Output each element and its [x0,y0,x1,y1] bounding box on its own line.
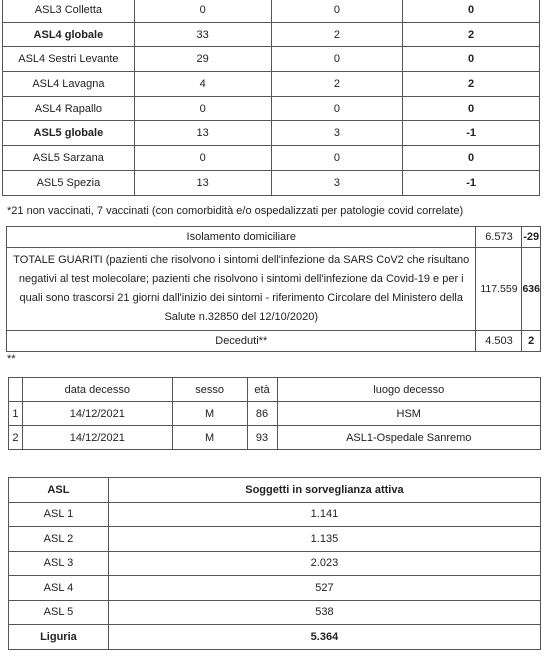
surveillance-row [9,600,541,625]
asl-row [3,121,540,146]
surveillance-total-row [9,625,541,650]
surveillance-asl: ASL 1 [9,502,109,527]
total-label: Liguria [9,625,109,650]
death-place: ASL1-Ospedale Sanremo [277,426,540,450]
deaths-header-row [9,378,541,402]
recovered-delta: 636 [522,248,541,331]
surveillance-asl: ASL 2 [9,527,109,552]
asl-row [3,22,540,47]
surveillance-body [9,502,541,625]
asl-value-b: 0 [271,146,403,171]
asl-row [3,170,540,195]
deaths-delta: 2 [522,331,541,352]
header-age: età [247,378,277,402]
surveillance-asl: ASL 5 [9,600,109,625]
surveillance-value: 538 [108,600,540,625]
asl-value-c: 2 [403,22,540,47]
asl-value-a: 0 [134,0,271,22]
asl-value-c: -1 [403,170,540,195]
surveillance-value: 527 [108,576,540,601]
isolation-label: Isolamento domiciliare [7,227,476,248]
asl-row [3,72,540,97]
asl-value-c: 0 [403,47,540,72]
asl-row [3,47,540,72]
header-asl: ASL [9,478,109,503]
death-sex: M [172,426,247,450]
asl-name: ASL4 globale [3,22,135,47]
surveillance-row [9,527,541,552]
asl-value-c: 0 [403,0,540,22]
header-date: data decesso [22,378,172,402]
asl-value-b: 0 [271,0,403,22]
asl-value-b: 2 [271,22,403,47]
death-place: HSM [277,402,540,426]
vaccination-note: *21 non vaccinati, 7 vaccinati (con comorbidità e/o ospedalizzati per patologie covid correlate) [7,205,464,217]
deaths-row [7,331,541,352]
asl-value-a: 33 [134,22,271,47]
death-index: 1 [9,402,23,426]
death-age: 86 [247,402,277,426]
death-row [9,402,541,426]
asl-value-c: -1 [403,121,540,146]
isolation-delta: -29 [522,227,541,248]
total-value: 5.364 [108,625,540,650]
asl-value-a: 29 [134,47,271,72]
asl-name: ASL5 Sarzana [3,146,135,171]
deaths-detail-table [8,377,541,450]
surveillance-header-row [9,478,541,503]
surveillance-value: 2.023 [108,551,540,576]
asl-row [3,0,540,22]
header-sex: sesso [172,378,247,402]
deaths-footnote: ** [7,353,16,365]
asl-name: ASL4 Rapallo [3,96,135,121]
deaths-label: Deceduti** [7,331,476,352]
asl-value-a: 4 [134,72,271,97]
header-place: luogo decesso [277,378,540,402]
asl-value-c: 0 [403,146,540,171]
asl-value-a: 0 [134,146,271,171]
asl-name: ASL5 globale [3,121,135,146]
asl-value-b: 2 [271,72,403,97]
asl-value-c: 0 [403,96,540,121]
asl-name: ASL5 Spezia [3,170,135,195]
recovered-row [7,248,541,331]
asl-value-a: 13 [134,170,271,195]
isolation-row [7,227,541,248]
death-date: 14/12/2021 [22,402,172,426]
asl-value-c: 2 [403,72,540,97]
asl-breakdown-table [2,0,540,196]
header-surveillance: Soggetti in sorveglianza attiva [108,478,540,503]
death-row [9,426,541,450]
deaths-detail-body [9,402,541,450]
surveillance-value: 1.141 [108,502,540,527]
recovered-value: 117.559 [476,248,522,331]
asl-breakdown-body [3,0,540,195]
surveillance-value: 1.135 [108,527,540,552]
death-sex: M [172,402,247,426]
summary-table [6,226,541,352]
recovered-label: TOTALE GUARITI (pazienti che risolvono i sintomi dell'infezione da SARS CoV2 che risultano negativi al test molecolare; pazienti che risolvono i sintomi dell'infezione da Covid-19 e per i quali sono trascorsi 21 giorni dall'inizio dei sintomi - riferimento Circolare del Ministero della Salute n.32850 del 12/10/2020) [7,248,476,331]
asl-name: ASL4 Sestri Levante [3,47,135,72]
surveillance-row [9,576,541,601]
asl-value-a: 13 [134,121,271,146]
surveillance-table [8,477,541,650]
surveillance-row [9,551,541,576]
asl-row [3,146,540,171]
asl-value-a: 0 [134,96,271,121]
surveillance-row [9,502,541,527]
asl-row [3,96,540,121]
surveillance-asl: ASL 4 [9,576,109,601]
asl-value-b: 3 [271,121,403,146]
death-date: 14/12/2021 [22,426,172,450]
asl-value-b: 0 [271,47,403,72]
deaths-value: 4.503 [476,331,522,352]
death-index: 2 [9,426,23,450]
asl-value-b: 0 [271,96,403,121]
death-age: 93 [247,426,277,450]
asl-name: ASL4 Lavagna [3,72,135,97]
asl-value-b: 3 [271,170,403,195]
deaths-header-index [9,378,23,402]
asl-name: ASL3 Colletta [3,0,135,22]
isolation-value: 6.573 [476,227,522,248]
surveillance-asl: ASL 3 [9,551,109,576]
